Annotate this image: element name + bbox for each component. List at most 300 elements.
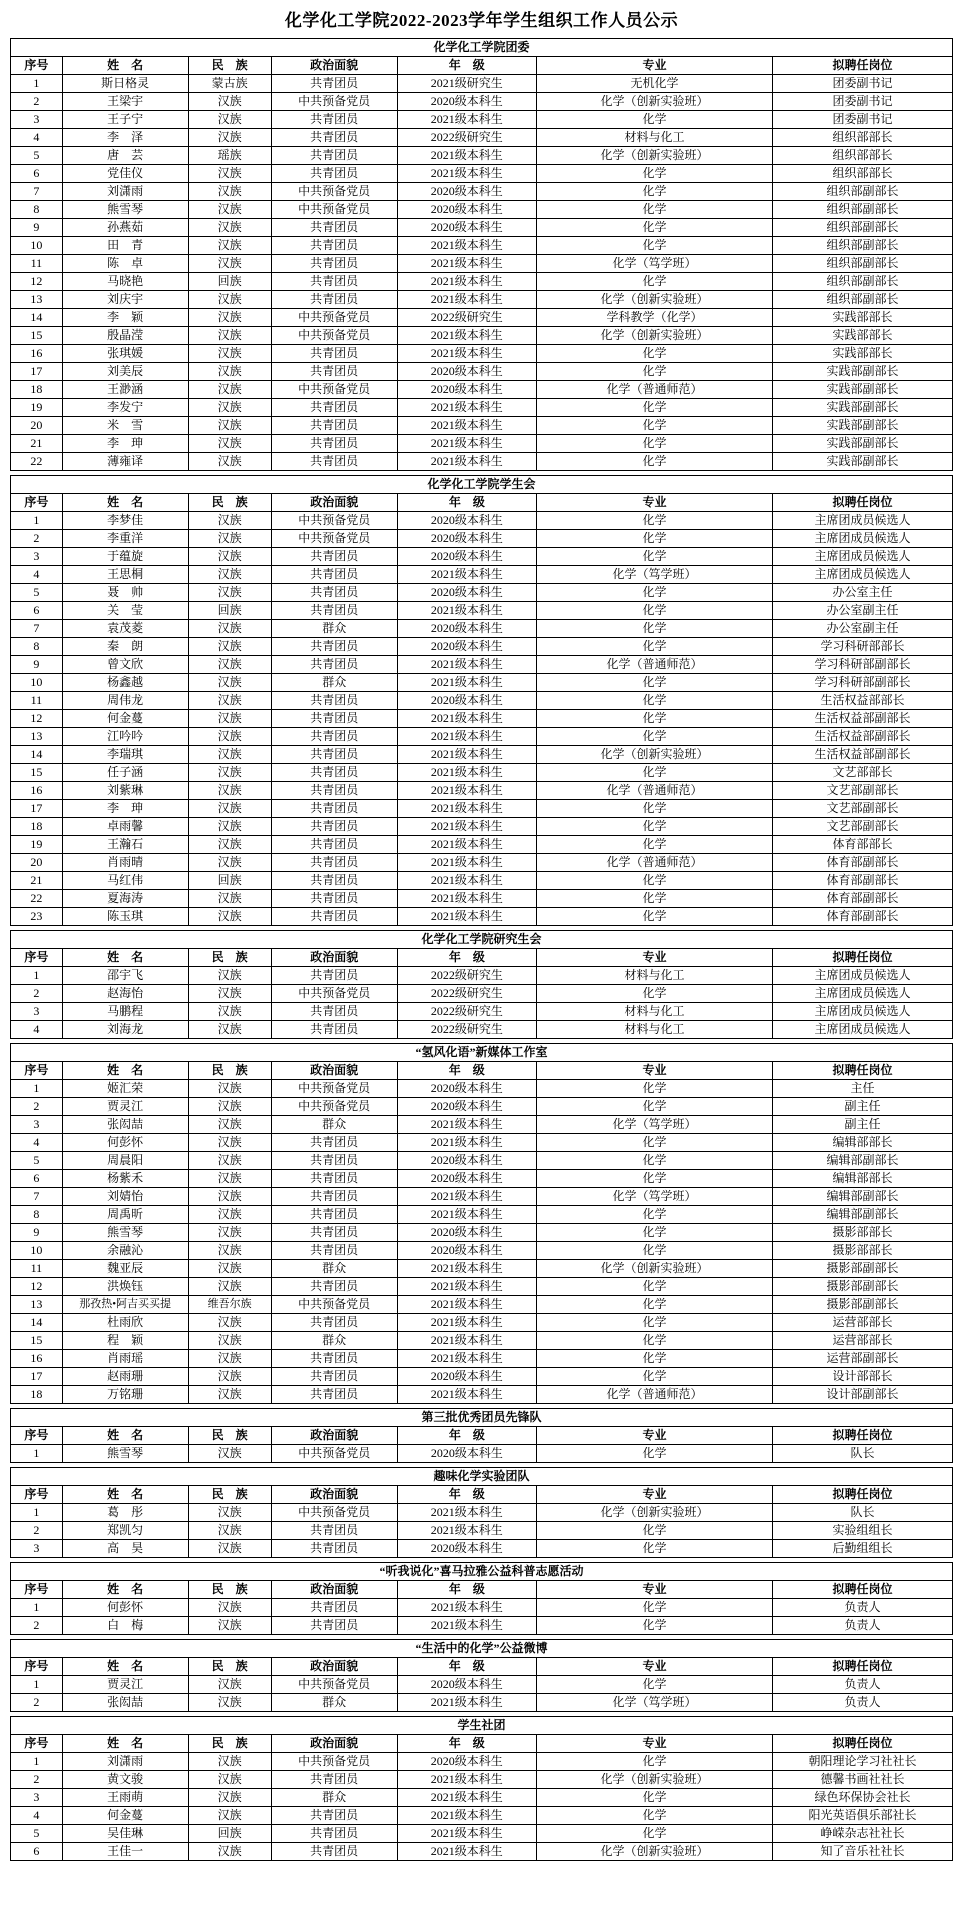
table-cell: 2020级本科生 bbox=[397, 381, 536, 399]
table-cell: 群众 bbox=[271, 1789, 397, 1807]
table-cell: 化学 bbox=[537, 800, 773, 818]
table-cell: 14 bbox=[11, 309, 63, 327]
column-header: 政治面貌 bbox=[271, 949, 397, 967]
table-cell: 化学 bbox=[537, 890, 773, 908]
table-header-row bbox=[11, 1735, 953, 1753]
table-cell: 何金蔓 bbox=[62, 1807, 188, 1825]
table-cell: 共青团员 bbox=[271, 1617, 397, 1635]
table-cell: 回族 bbox=[188, 273, 271, 291]
table-row bbox=[11, 1260, 953, 1278]
table-cell: 2020级本科生 bbox=[397, 1152, 536, 1170]
table-row bbox=[11, 746, 953, 764]
table-cell: 体育部部长 bbox=[773, 836, 953, 854]
table-cell: 化学 bbox=[537, 399, 773, 417]
table-cell: 2020级本科生 bbox=[397, 1242, 536, 1260]
table-cell: 化学 bbox=[537, 1445, 773, 1463]
table-cell: 关 莹 bbox=[62, 602, 188, 620]
table-cell: 生活权益部副部长 bbox=[773, 710, 953, 728]
table-row bbox=[11, 818, 953, 836]
table-cell: 2021级本科生 bbox=[397, 1278, 536, 1296]
table-cell: 1 bbox=[11, 1504, 63, 1522]
section-table bbox=[10, 1639, 953, 1712]
table-cell: 何金蔓 bbox=[62, 710, 188, 728]
table-row bbox=[11, 1206, 953, 1224]
table-cell: 中共预备党员 bbox=[271, 1445, 397, 1463]
column-header: 姓 名 bbox=[62, 1581, 188, 1599]
table-row bbox=[11, 764, 953, 782]
table-cell: 共青团员 bbox=[271, 165, 397, 183]
table-cell: 组织部副部长 bbox=[773, 219, 953, 237]
table-cell: 汉族 bbox=[188, 111, 271, 129]
table-cell: 绿色环保协会社长 bbox=[773, 1789, 953, 1807]
table-cell: 体育部副部长 bbox=[773, 908, 953, 926]
table-cell: 7 bbox=[11, 620, 63, 638]
table-cell: 1 bbox=[11, 1753, 63, 1771]
table-cell: 化学（创新实验班） bbox=[537, 1260, 773, 1278]
table-cell: 汉族 bbox=[188, 1080, 271, 1098]
table-row bbox=[11, 1771, 953, 1789]
table-row bbox=[11, 1314, 953, 1332]
table-cell: 化学 bbox=[537, 692, 773, 710]
table-cell: 组织部副部长 bbox=[773, 255, 953, 273]
table-cell: 化学 bbox=[537, 1080, 773, 1098]
table-cell: 10 bbox=[11, 237, 63, 255]
table-cell: 汉族 bbox=[188, 1278, 271, 1296]
table-cell: 17 bbox=[11, 363, 63, 381]
table-cell: 2021级本科生 bbox=[397, 872, 536, 890]
table-cell: 化学 bbox=[537, 1350, 773, 1368]
table-cell: 后勤组组长 bbox=[773, 1540, 953, 1558]
table-cell: 化学（笃学班） bbox=[537, 255, 773, 273]
table-cell: 米 雪 bbox=[62, 417, 188, 435]
table-cell: 化学（笃学班） bbox=[537, 566, 773, 584]
table-cell: 孙燕茹 bbox=[62, 219, 188, 237]
table-cell: 汉族 bbox=[188, 1003, 271, 1021]
table-cell: 化学 bbox=[537, 165, 773, 183]
column-header: 民 族 bbox=[188, 1581, 271, 1599]
section-title: “听我说化”喜马拉雅公益科普志愿活动 bbox=[11, 1563, 953, 1581]
column-header: 专业 bbox=[537, 1486, 773, 1504]
table-cell: 共青团员 bbox=[271, 800, 397, 818]
table-cell: 李梦佳 bbox=[62, 512, 188, 530]
table-cell: 11 bbox=[11, 1260, 63, 1278]
table-cell: 组织部部长 bbox=[773, 147, 953, 165]
table-row bbox=[11, 291, 953, 309]
column-header: 拟聘任岗位 bbox=[773, 1581, 953, 1599]
table-cell: 4 bbox=[11, 1807, 63, 1825]
table-cell: 化学 bbox=[537, 1242, 773, 1260]
table-cell: 李 泽 bbox=[62, 129, 188, 147]
table-cell: 办公室副主任 bbox=[773, 620, 953, 638]
table-cell: 汉族 bbox=[188, 1242, 271, 1260]
table-cell: 刘紫琳 bbox=[62, 782, 188, 800]
table-cell: 化学 bbox=[537, 1789, 773, 1807]
table-row bbox=[11, 1676, 953, 1694]
table-cell: 2 bbox=[11, 93, 63, 111]
table-cell: 1 bbox=[11, 1676, 63, 1694]
column-header: 专业 bbox=[537, 949, 773, 967]
table-cell: 王瀚石 bbox=[62, 836, 188, 854]
table-row bbox=[11, 566, 953, 584]
column-header: 专业 bbox=[537, 1581, 773, 1599]
table-cell: 中共预备党员 bbox=[271, 530, 397, 548]
table-cell: 共青团员 bbox=[271, 453, 397, 471]
table-cell: 主席团成员候选人 bbox=[773, 967, 953, 985]
column-header: 姓 名 bbox=[62, 1062, 188, 1080]
table-cell: 共青团员 bbox=[271, 890, 397, 908]
table-row bbox=[11, 1152, 953, 1170]
table-cell: 共青团员 bbox=[271, 566, 397, 584]
table-cell: 实践部部长 bbox=[773, 345, 953, 363]
table-cell: 学习科研部部长 bbox=[773, 638, 953, 656]
table-cell: 12 bbox=[11, 1278, 63, 1296]
table-cell: 化学 bbox=[537, 417, 773, 435]
table-cell: 办公室主任 bbox=[773, 584, 953, 602]
table-cell: 中共预备党员 bbox=[271, 93, 397, 111]
table-row bbox=[11, 1368, 953, 1386]
table-cell: 2021级本科生 bbox=[397, 728, 536, 746]
table-cell: 2021级本科生 bbox=[397, 273, 536, 291]
column-header: 姓 名 bbox=[62, 949, 188, 967]
table-cell: 杨紫禾 bbox=[62, 1170, 188, 1188]
table-cell: 共青团员 bbox=[271, 1386, 397, 1404]
table-cell: 化学 bbox=[537, 512, 773, 530]
table-cell: 22 bbox=[11, 890, 63, 908]
table-cell: 21 bbox=[11, 872, 63, 890]
table-cell: 汉族 bbox=[188, 620, 271, 638]
table-cell: 化学 bbox=[537, 273, 773, 291]
table-row bbox=[11, 656, 953, 674]
table-cell: 文艺部副部长 bbox=[773, 782, 953, 800]
table-cell: 化学 bbox=[537, 1617, 773, 1635]
section-title-row bbox=[11, 1468, 953, 1486]
table-cell: 化学 bbox=[537, 1676, 773, 1694]
table-cell: 无机化学 bbox=[537, 75, 773, 93]
table-cell: 主席团成员候选人 bbox=[773, 566, 953, 584]
table-cell: 王思桐 bbox=[62, 566, 188, 584]
table-cell: 德馨书画社社长 bbox=[773, 1771, 953, 1789]
table-cell: 汉族 bbox=[188, 764, 271, 782]
table-cell: 赵海怡 bbox=[62, 985, 188, 1003]
table-cell: 共青团员 bbox=[271, 1206, 397, 1224]
table-row bbox=[11, 1134, 953, 1152]
table-cell: 汉族 bbox=[188, 1789, 271, 1807]
table-cell: 共青团员 bbox=[271, 854, 397, 872]
table-cell: 共青团员 bbox=[271, 602, 397, 620]
table-row bbox=[11, 890, 953, 908]
table-cell: 汉族 bbox=[188, 381, 271, 399]
table-cell: 2 bbox=[11, 985, 63, 1003]
table-cell: 2021级本科生 bbox=[397, 818, 536, 836]
table-row bbox=[11, 1332, 953, 1350]
table-row bbox=[11, 1522, 953, 1540]
table-cell: 2020级本科生 bbox=[397, 1445, 536, 1463]
table-cell: 4 bbox=[11, 129, 63, 147]
table-cell: 汉族 bbox=[188, 1116, 271, 1134]
table-cell: 共青团员 bbox=[271, 1807, 397, 1825]
table-row bbox=[11, 381, 953, 399]
table-cell: 主席团成员候选人 bbox=[773, 548, 953, 566]
table-cell: 高 昊 bbox=[62, 1540, 188, 1558]
table-header-row bbox=[11, 57, 953, 75]
table-cell: 维吾尔族 bbox=[188, 1296, 271, 1314]
table-row bbox=[11, 183, 953, 201]
column-header: 年 级 bbox=[397, 1658, 536, 1676]
table-cell: 周禹昕 bbox=[62, 1206, 188, 1224]
table-cell: 21 bbox=[11, 435, 63, 453]
table-row bbox=[11, 273, 953, 291]
table-cell: 余融沁 bbox=[62, 1242, 188, 1260]
table-cell: 回族 bbox=[188, 602, 271, 620]
table-cell: 共青团员 bbox=[271, 1021, 397, 1039]
table-cell: 杨鑫越 bbox=[62, 674, 188, 692]
table-cell: 生活权益部副部长 bbox=[773, 728, 953, 746]
table-cell: 2021级本科生 bbox=[397, 237, 536, 255]
table-cell: 肖雨瑶 bbox=[62, 1350, 188, 1368]
table-cell: 汉族 bbox=[188, 93, 271, 111]
table-cell: 2020级本科生 bbox=[397, 620, 536, 638]
table-row bbox=[11, 435, 953, 453]
table-row bbox=[11, 363, 953, 381]
table-cell: 18 bbox=[11, 818, 63, 836]
table-cell: 化学（创新实验班） bbox=[537, 327, 773, 345]
table-header-row bbox=[11, 1581, 953, 1599]
table-cell: 7 bbox=[11, 183, 63, 201]
table-row bbox=[11, 75, 953, 93]
table-cell: 8 bbox=[11, 1206, 63, 1224]
table-cell: 2021级本科生 bbox=[397, 674, 536, 692]
table-cell: 2021级本科生 bbox=[397, 147, 536, 165]
table-cell: 组织部副部长 bbox=[773, 291, 953, 309]
table-cell: 共青团员 bbox=[271, 836, 397, 854]
table-cell: 王雨萌 bbox=[62, 1789, 188, 1807]
table-row bbox=[11, 111, 953, 129]
table-cell: 2022级研究生 bbox=[397, 309, 536, 327]
table-cell: 运营部副部长 bbox=[773, 1350, 953, 1368]
table-cell: 共青团员 bbox=[271, 782, 397, 800]
table-cell: 2021级本科生 bbox=[397, 1260, 536, 1278]
table-cell: 蒙古族 bbox=[188, 75, 271, 93]
table-row bbox=[11, 1098, 953, 1116]
column-header: 姓 名 bbox=[62, 57, 188, 75]
table-cell: 2021级本科生 bbox=[397, 1350, 536, 1368]
table-cell: 化学 bbox=[537, 728, 773, 746]
table-cell: 葛 彤 bbox=[62, 1504, 188, 1522]
table-cell: 主席团成员候选人 bbox=[773, 1003, 953, 1021]
table-cell: 白 梅 bbox=[62, 1617, 188, 1635]
table-cell: 黄文骏 bbox=[62, 1771, 188, 1789]
table-cell: 共青团员 bbox=[271, 219, 397, 237]
table-cell: 2020级本科生 bbox=[397, 1368, 536, 1386]
table-cell: 负责人 bbox=[773, 1694, 953, 1712]
section-table bbox=[10, 1562, 953, 1635]
column-header: 拟聘任岗位 bbox=[773, 1062, 953, 1080]
table-cell: 回族 bbox=[188, 872, 271, 890]
table-cell: 那孜热•阿吉买买提 bbox=[62, 1296, 188, 1314]
table-row bbox=[11, 872, 953, 890]
table-cell: 设计部部长 bbox=[773, 1368, 953, 1386]
section-table bbox=[10, 1716, 953, 1861]
table-cell: 汉族 bbox=[188, 674, 271, 692]
table-cell: 2 bbox=[11, 1522, 63, 1540]
table-cell: 汉族 bbox=[188, 1522, 271, 1540]
table-row bbox=[11, 1170, 953, 1188]
table-cell: 汉族 bbox=[188, 1504, 271, 1522]
table-cell: 马红伟 bbox=[62, 872, 188, 890]
table-cell: 刘海龙 bbox=[62, 1021, 188, 1039]
table-cell: 2021级本科生 bbox=[397, 1134, 536, 1152]
table-row bbox=[11, 908, 953, 926]
table-cell: 1 bbox=[11, 1599, 63, 1617]
table-cell: 5 bbox=[11, 1152, 63, 1170]
table-cell: 薄雍译 bbox=[62, 453, 188, 471]
table-cell: 知了音乐社社长 bbox=[773, 1843, 953, 1861]
column-header: 序号 bbox=[11, 57, 63, 75]
table-cell: 1 bbox=[11, 1080, 63, 1098]
table-cell: 汉族 bbox=[188, 1206, 271, 1224]
column-header: 政治面貌 bbox=[271, 57, 397, 75]
table-cell: 共青团员 bbox=[271, 638, 397, 656]
table-cell: 汉族 bbox=[188, 1694, 271, 1712]
table-cell: 化学 bbox=[537, 1098, 773, 1116]
table-header-row bbox=[11, 1427, 953, 1445]
table-cell: 22 bbox=[11, 453, 63, 471]
table-cell: 2021级本科生 bbox=[397, 1116, 536, 1134]
table-row bbox=[11, 1188, 953, 1206]
table-cell: 运营部部长 bbox=[773, 1314, 953, 1332]
table-cell: 李 珅 bbox=[62, 800, 188, 818]
table-row bbox=[11, 417, 953, 435]
table-cell: 共青团员 bbox=[271, 1003, 397, 1021]
table-cell: 2 bbox=[11, 530, 63, 548]
column-header: 姓 名 bbox=[62, 1427, 188, 1445]
column-header: 拟聘任岗位 bbox=[773, 1658, 953, 1676]
table-cell: 负责人 bbox=[773, 1617, 953, 1635]
table-cell: 15 bbox=[11, 764, 63, 782]
table-cell: 汉族 bbox=[188, 1170, 271, 1188]
table-cell: 汉族 bbox=[188, 1368, 271, 1386]
table-cell: 李重洋 bbox=[62, 530, 188, 548]
table-cell: 10 bbox=[11, 674, 63, 692]
table-row bbox=[11, 1296, 953, 1314]
table-cell: 洪焕钰 bbox=[62, 1278, 188, 1296]
table-cell: 化学 bbox=[537, 674, 773, 692]
table-cell: 万铭珊 bbox=[62, 1386, 188, 1404]
table-cell: 2021级本科生 bbox=[397, 908, 536, 926]
table-cell: 编辑部部长 bbox=[773, 1134, 953, 1152]
table-row bbox=[11, 1386, 953, 1404]
table-cell: 2021级本科生 bbox=[397, 1522, 536, 1540]
table-cell: 化学 bbox=[537, 1825, 773, 1843]
table-cell: 共青团员 bbox=[271, 692, 397, 710]
table-cell: 化学（笃学班） bbox=[537, 1116, 773, 1134]
table-cell: 2021级本科生 bbox=[397, 327, 536, 345]
table-cell: 化学 bbox=[537, 908, 773, 926]
table-cell: 汉族 bbox=[188, 710, 271, 728]
table-cell: 刘潇雨 bbox=[62, 183, 188, 201]
table-cell: 汉族 bbox=[188, 1599, 271, 1617]
table-cell: 李 颖 bbox=[62, 309, 188, 327]
table-cell: 夏海涛 bbox=[62, 890, 188, 908]
table-cell: 2021级本科生 bbox=[397, 1807, 536, 1825]
table-cell: 共青团员 bbox=[271, 908, 397, 926]
section-title: 化学化工学院学生会 bbox=[11, 476, 953, 494]
table-cell: 2021级本科生 bbox=[397, 1504, 536, 1522]
table-cell: 2020级本科生 bbox=[397, 1753, 536, 1771]
table-row bbox=[11, 728, 953, 746]
column-header: 序号 bbox=[11, 1427, 63, 1445]
section-title-row bbox=[11, 1717, 953, 1735]
table-cell: 共青团员 bbox=[271, 1350, 397, 1368]
table-row bbox=[11, 800, 953, 818]
table-row bbox=[11, 512, 953, 530]
column-header: 序号 bbox=[11, 1735, 63, 1753]
section-title: 第三批优秀团员先锋队 bbox=[11, 1409, 953, 1427]
column-header: 民 族 bbox=[188, 949, 271, 967]
column-header: 年 级 bbox=[397, 1427, 536, 1445]
table-cell: 2022级研究生 bbox=[397, 985, 536, 1003]
table-cell: 5 bbox=[11, 147, 63, 165]
table-cell: 邵宇飞 bbox=[62, 967, 188, 985]
table-cell: 共青团员 bbox=[271, 1242, 397, 1260]
table-cell: 主席团成员候选人 bbox=[773, 1021, 953, 1039]
table-cell: 2021级本科生 bbox=[397, 399, 536, 417]
column-header: 拟聘任岗位 bbox=[773, 1735, 953, 1753]
table-row bbox=[11, 1445, 953, 1463]
table-cell: 13 bbox=[11, 728, 63, 746]
column-header: 序号 bbox=[11, 494, 63, 512]
table-row bbox=[11, 1807, 953, 1825]
section-title-row bbox=[11, 1563, 953, 1581]
table-row bbox=[11, 1003, 953, 1021]
table-cell: 材料与化工 bbox=[537, 1003, 773, 1021]
table-cell: 汉族 bbox=[188, 417, 271, 435]
table-cell: 共青团员 bbox=[271, 237, 397, 255]
column-header: 序号 bbox=[11, 1062, 63, 1080]
table-cell: 汉族 bbox=[188, 1617, 271, 1635]
table-cell: 汉族 bbox=[188, 165, 271, 183]
table-cell: 化学（创新实验班） bbox=[537, 93, 773, 111]
table-row bbox=[11, 345, 953, 363]
table-cell: 2021级本科生 bbox=[397, 291, 536, 309]
table-cell: 共青团员 bbox=[271, 417, 397, 435]
table-cell: 化学 bbox=[537, 1540, 773, 1558]
table-cell: 体育部副部长 bbox=[773, 854, 953, 872]
table-cell: 汉族 bbox=[188, 201, 271, 219]
column-header: 姓 名 bbox=[62, 1486, 188, 1504]
table-cell: 5 bbox=[11, 584, 63, 602]
table-cell: 6 bbox=[11, 1170, 63, 1188]
table-row bbox=[11, 309, 953, 327]
table-cell: 张闳喆 bbox=[62, 1116, 188, 1134]
table-row bbox=[11, 1021, 953, 1039]
table-cell: 化学 bbox=[537, 530, 773, 548]
table-cell: 于蕴旋 bbox=[62, 548, 188, 566]
table-cell: 化学 bbox=[537, 345, 773, 363]
table-cell: 中共预备党员 bbox=[271, 985, 397, 1003]
table-cell: 2021级本科生 bbox=[397, 602, 536, 620]
section-title: 趣味化学实验团队 bbox=[11, 1468, 953, 1486]
table-cell: 共青团员 bbox=[271, 129, 397, 147]
table-cell: 共青团员 bbox=[271, 1314, 397, 1332]
table-cell: 实践部部长 bbox=[773, 309, 953, 327]
table-cell: 化学 bbox=[537, 548, 773, 566]
table-cell: 熊雪琴 bbox=[62, 1445, 188, 1463]
table-cell: 化学（创新实验班） bbox=[537, 746, 773, 764]
table-cell: 魏亚辰 bbox=[62, 1260, 188, 1278]
table-cell: 共青团员 bbox=[271, 1152, 397, 1170]
table-cell: 周伟龙 bbox=[62, 692, 188, 710]
